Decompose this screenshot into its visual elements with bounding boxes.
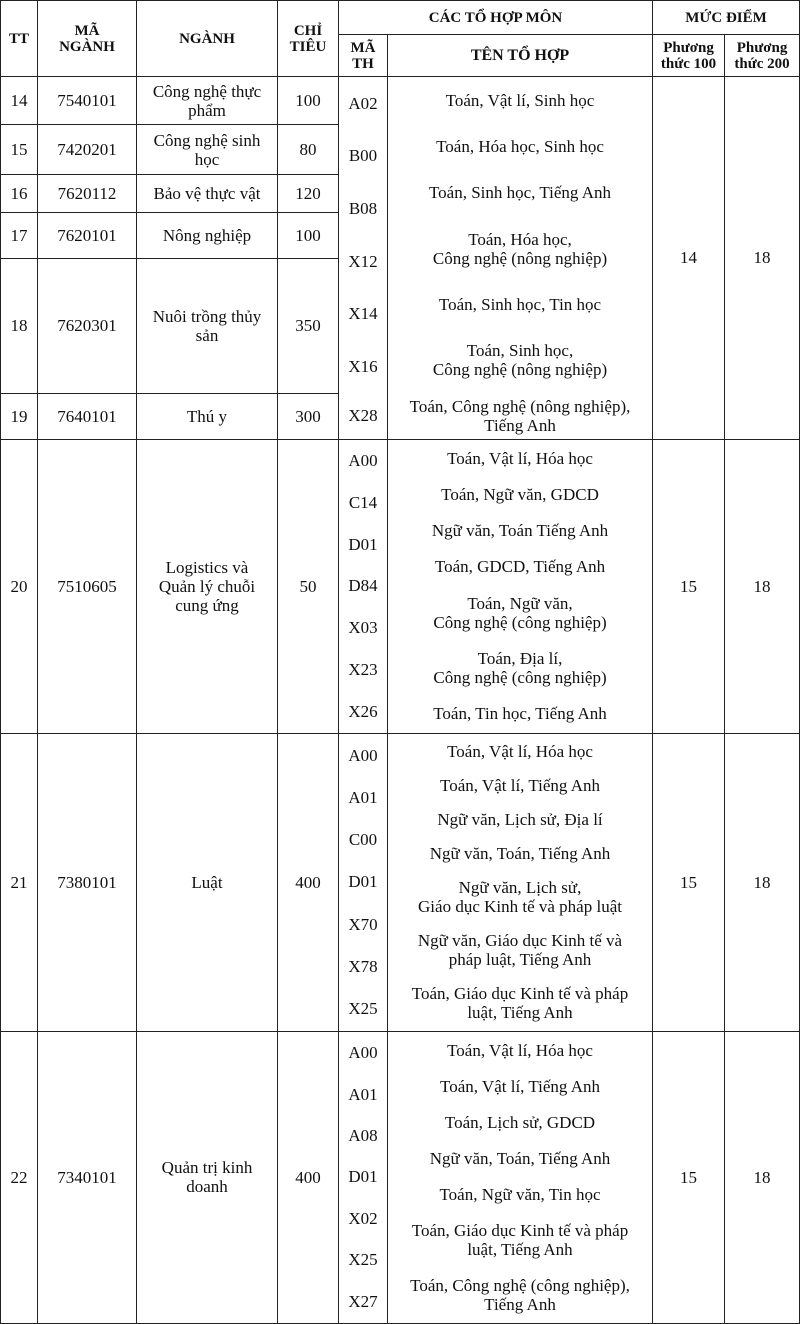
ma-to-hop: X25 (348, 999, 378, 1019)
tt-cell: 21 (1, 733, 38, 1031)
ma-to-hop: A01 (348, 787, 378, 807)
tt-cell: 17 (1, 213, 38, 259)
ten-to-hop: Ngữ văn, Toán, Tiếng Anh (429, 1148, 611, 1168)
ma-to-hop: X03 (348, 618, 378, 638)
tt-cell: 15 (1, 125, 38, 175)
ma-to-hop: B00 (348, 146, 378, 166)
nganh-cell: Công nghệ sinh học (137, 125, 278, 175)
ma-to-hop: X16 (348, 357, 378, 377)
ma-to-hop: X02 (348, 1208, 378, 1228)
header-chi-tieu: CHỈ TIÊU (278, 1, 339, 77)
ten-to-hop: Toán, Công nghệ (công nghiệp), Tiếng Anh (410, 1275, 630, 1314)
ma-to-hop: D01 (348, 534, 378, 554)
ten-to-hop-column (388, 439, 653, 733)
chi-tieu-cell: 300 (278, 393, 339, 439)
ma-to-hop: D84 (348, 576, 378, 596)
header-tt: TT (1, 1, 38, 77)
ma-nganh-cell: 7620301 (38, 259, 137, 394)
ma-nganh-cell: 7380101 (38, 733, 137, 1031)
pt200-cell: 18 (725, 439, 800, 733)
ma-nganh-cell: 7620101 (38, 213, 137, 259)
ma-nganh-cell: 7640101 (38, 393, 137, 439)
ten-to-hop: Toán, Ngữ văn, Công nghệ (công nghiệp) (433, 593, 607, 632)
ten-to-hop: Toán, Vật lí, Sinh học (445, 90, 595, 110)
ma-to-hop: X12 (348, 251, 378, 271)
ma-to-hop: A00 (348, 745, 378, 765)
ten-to-hop: Ngữ văn, Toán, Tiếng Anh (429, 843, 611, 863)
header-muc-diem: MỨC ĐIỂM (653, 1, 800, 35)
ten-to-hop: Toán, Tin học, Tiếng Anh (433, 704, 607, 724)
ten-to-hop: Toán, Sinh học, Tiếng Anh (428, 183, 612, 203)
ma-nganh-cell: 7540101 (38, 77, 137, 125)
ma-to-hop: C14 (348, 493, 378, 513)
pt100-cell: 15 (653, 439, 725, 733)
ten-to-hop: Toán, Ngữ văn, Tin học (439, 1184, 601, 1204)
ten-to-hop: Toán, Sinh học, Tin học (438, 294, 602, 314)
nganh-cell: Nuôi trồng thủy sản (137, 259, 278, 394)
chi-tieu-cell: 100 (278, 77, 339, 125)
ten-to-hop: Toán, Giáo dục Kinh tế và pháp luật, Tiếng Anh (411, 984, 629, 1023)
nganh-cell: Công nghệ thực phẩm (137, 77, 278, 125)
tt-cell: 20 (1, 439, 38, 733)
ten-to-hop-column (388, 1031, 653, 1323)
header-ten-to-hop: TÊN TỔ HỢP (388, 35, 653, 77)
header-to-hop-mon: CÁC TỔ HỢP MÔN (339, 1, 653, 35)
ten-to-hop: Toán, Vật lí, Tiếng Anh (440, 775, 601, 795)
ten-to-hop: Toán, Vật lí, Hóa học (447, 1040, 593, 1060)
nganh-cell: Nông nghiệp (137, 213, 278, 259)
header-ma-nganh: MÃ NGÀNH (38, 1, 137, 77)
chi-tieu-cell: 120 (278, 175, 339, 213)
tt-cell: 16 (1, 175, 38, 213)
ma-to-hop: X28 (339, 393, 388, 439)
pt200-cell: 18 (725, 1031, 800, 1323)
tt-cell: 19 (1, 393, 38, 439)
nganh-cell: Quản trị kinh doanh (137, 1031, 278, 1323)
nganh-cell: Bảo vệ thực vật (137, 175, 278, 213)
chi-tieu-cell: 50 (278, 439, 339, 733)
ma-nganh-cell: 7510605 (38, 439, 137, 733)
chi-tieu-cell: 400 (278, 1031, 339, 1323)
ma-to-hop: D01 (348, 872, 378, 892)
ten-to-hop-column (388, 77, 653, 394)
ten-to-hop: Toán, Hóa học, Công nghệ (nông nghiệp) (432, 229, 608, 268)
chi-tieu-cell: 400 (278, 733, 339, 1031)
ma-to-hop: A00 (348, 1043, 378, 1063)
ten-to-hop-column (388, 733, 653, 1031)
ma-to-hop: A00 (348, 451, 378, 471)
tt-cell: 14 (1, 77, 38, 125)
pt100-cell: 15 (653, 733, 725, 1031)
ma-to-hop: A02 (348, 93, 378, 113)
ma-to-hop: C00 (348, 830, 378, 850)
ma-to-hop: A08 (348, 1126, 378, 1146)
header-phuong-thuc-200: Phương thức 200 (725, 35, 800, 77)
header-phuong-thuc-100: Phương thức 100 (653, 35, 725, 77)
ten-to-hop: Toán, Vật lí, Tiếng Anh (440, 1076, 601, 1096)
ma-to-hop: A01 (348, 1084, 378, 1104)
ten-to-hop: Toán, Lịch sử, GDCD (444, 1112, 596, 1132)
chi-tieu-cell: 350 (278, 259, 339, 394)
ten-to-hop: Toán, Vật lí, Hóa học (447, 448, 593, 468)
ten-to-hop: Ngữ văn, Giáo dục Kinh tế và pháp luật, Tiếng Anh (417, 931, 623, 970)
ma-nganh-cell: 7420201 (38, 125, 137, 175)
ten-to-hop: Ngữ văn, Toán Tiếng Anh (431, 521, 609, 541)
ma-to-hop-column (339, 439, 388, 733)
pt100-cell: 15 (653, 1031, 725, 1323)
ma-to-hop: X14 (348, 304, 378, 324)
pt200-cell: 18 (725, 733, 800, 1031)
ten-to-hop: Ngữ văn, Lịch sử, Địa lí (437, 809, 603, 829)
ma-nganh-cell: 7620112 (38, 175, 137, 213)
ma-to-hop: B08 (348, 199, 378, 219)
tt-cell: 18 (1, 259, 38, 394)
ma-to-hop: X27 (348, 1291, 378, 1311)
ma-to-hop-column (339, 77, 388, 394)
ma-to-hop: X25 (348, 1250, 378, 1270)
pt100-cell: 14 (653, 77, 725, 440)
header-nganh: NGÀNH (137, 1, 278, 77)
ten-to-hop: Toán, Địa lí, Công nghệ (công nghiệp) (433, 649, 607, 688)
nganh-cell: Logistics và Quản lý chuỗi cung ứng (137, 439, 278, 733)
tt-cell: 22 (1, 1031, 38, 1323)
ma-to-hop-column (339, 1031, 388, 1323)
ma-to-hop-column (339, 733, 388, 1031)
ma-to-hop: X70 (348, 914, 378, 934)
ma-to-hop: D01 (348, 1167, 378, 1187)
ten-to-hop: Ngữ văn, Lịch sử, Giáo dục Kinh tế và pháp luật (418, 878, 622, 917)
ma-to-hop: X23 (348, 659, 378, 679)
nganh-cell: Luật (137, 733, 278, 1031)
chi-tieu-cell: 80 (278, 125, 339, 175)
ten-to-hop: Toán, GDCD, Tiếng Anh (434, 557, 606, 577)
chi-tieu-cell: 100 (278, 213, 339, 259)
ma-to-hop: X78 (348, 957, 378, 977)
header-ma-th: MÃ TH (339, 35, 388, 77)
ten-to-hop: Toán, Sinh học, Công nghệ (nông nghiệp) (432, 341, 608, 380)
ten-to-hop: Toán, Ngữ văn, GDCD (441, 484, 599, 504)
ten-to-hop: Toán, Hóa học, Sinh học (436, 136, 604, 156)
ma-to-hop: X26 (348, 701, 378, 721)
pt200-cell: 18 (725, 77, 800, 440)
ma-nganh-cell: 7340101 (38, 1031, 137, 1323)
ten-to-hop: Toán, Công nghệ (nông nghiệp), Tiếng Anh (388, 393, 653, 439)
ten-to-hop: Toán, Vật lí, Hóa học (447, 741, 593, 761)
ten-to-hop: Toán, Giáo dục Kinh tế và pháp luật, Tiếng Anh (411, 1220, 629, 1259)
nganh-cell: Thú y (137, 393, 278, 439)
